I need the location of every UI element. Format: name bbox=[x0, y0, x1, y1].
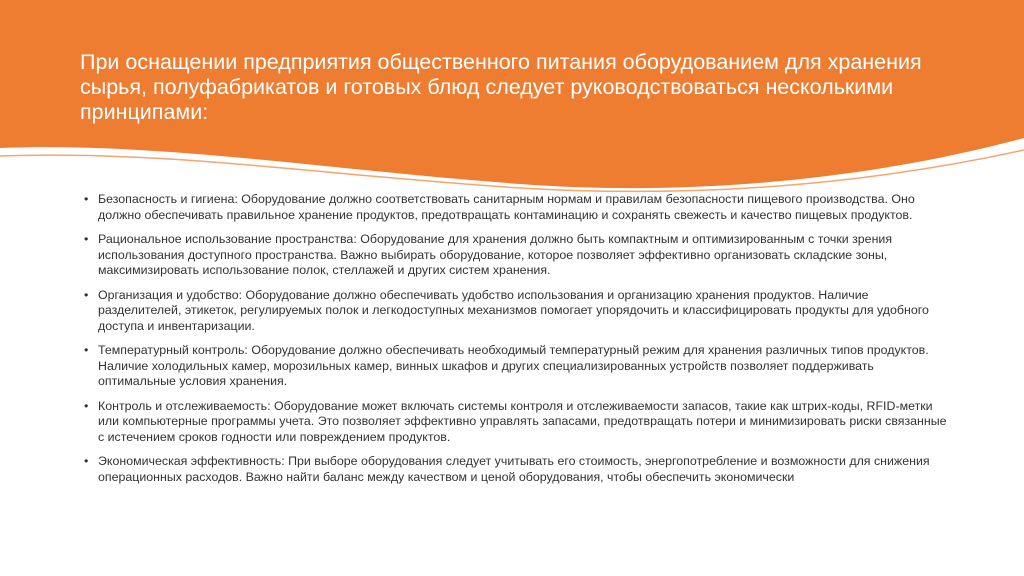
list-item-text: Контроль и отслеживаемость: Оборудование может включать системы контроля и отслеживаемости запасов, такие как штрих-коды, RFID-метки или компьютерные программы учета. Это позволяет эффективно управлять запасами, предотвращать потери и минимизировать риски связанные с истечением сроков годности или повреждением продуктов. bbox=[98, 398, 947, 444]
list-item bbox=[84, 343, 954, 390]
list-item-text: Экономическая эффективность: При выборе оборудования следует учитывать его стоимость, энергопотребление и возможности для снижения операционных расходов. Важно найти баланс между качеством и ценой оборудования, чтобы обеспечить экономически bbox=[98, 454, 930, 484]
bullet-icon: • bbox=[84, 343, 89, 357]
list-item-text: Рациональное использование пространства: Оборудование для хранения должно быть компактным и оптимизированным с точки зрения использования доступного пространства. Важно выбирать оборудование, которое позволяет эффективно организовать складские зоны, максимизировать использование полок, стеллажей и других систем хранения. bbox=[98, 232, 893, 277]
bullet-icon: • bbox=[84, 192, 89, 206]
list-item-text: Температурный контроль: Оборудование должно обеспечивать необходимый температурный режим для хранения различных типов продуктов. Наличие холодильных камер, морозильных камер, винных шкафов и других специализированных устройств позволяет поддерживать оптимальные условия хранения. bbox=[98, 343, 929, 388]
slide-title: При оснащении предприятия общественного питания оборудованием для хранения сырья, полуфабрикатов и готовых блюд следует руководствоваться несколькими принципами: bbox=[80, 50, 922, 124]
list-item bbox=[84, 454, 954, 485]
bullet-icon: • bbox=[84, 287, 89, 302]
list-item bbox=[84, 399, 954, 446]
list-item bbox=[84, 232, 954, 279]
list-item-text: Организация и удобство: Оборудование должно обеспечивать удобство использования и организацию хранения продуктов. Наличие разделителей, этикеток, регулируемых полок и легкодоступных механизмов помогает упорядочить и классифицировать продукты для удобного доступа и инвентаризации. bbox=[98, 287, 929, 333]
list-item-text: Безопасность и гигиена: Оборудование должно соответствовать санитарным нормам и правилам безопасности пищевого производства. Оно должно обеспечивать правильное хранение продуктов, предотвращать контаминацию и сохранять свежесть и качество пищевых продуктов. bbox=[98, 192, 915, 222]
bullet-icon: • bbox=[84, 232, 89, 246]
list-item bbox=[84, 192, 954, 223]
bullet-icon: • bbox=[84, 398, 89, 413]
bullet-icon: • bbox=[84, 454, 89, 468]
list-item bbox=[84, 288, 954, 335]
principles-list bbox=[84, 192, 954, 494]
